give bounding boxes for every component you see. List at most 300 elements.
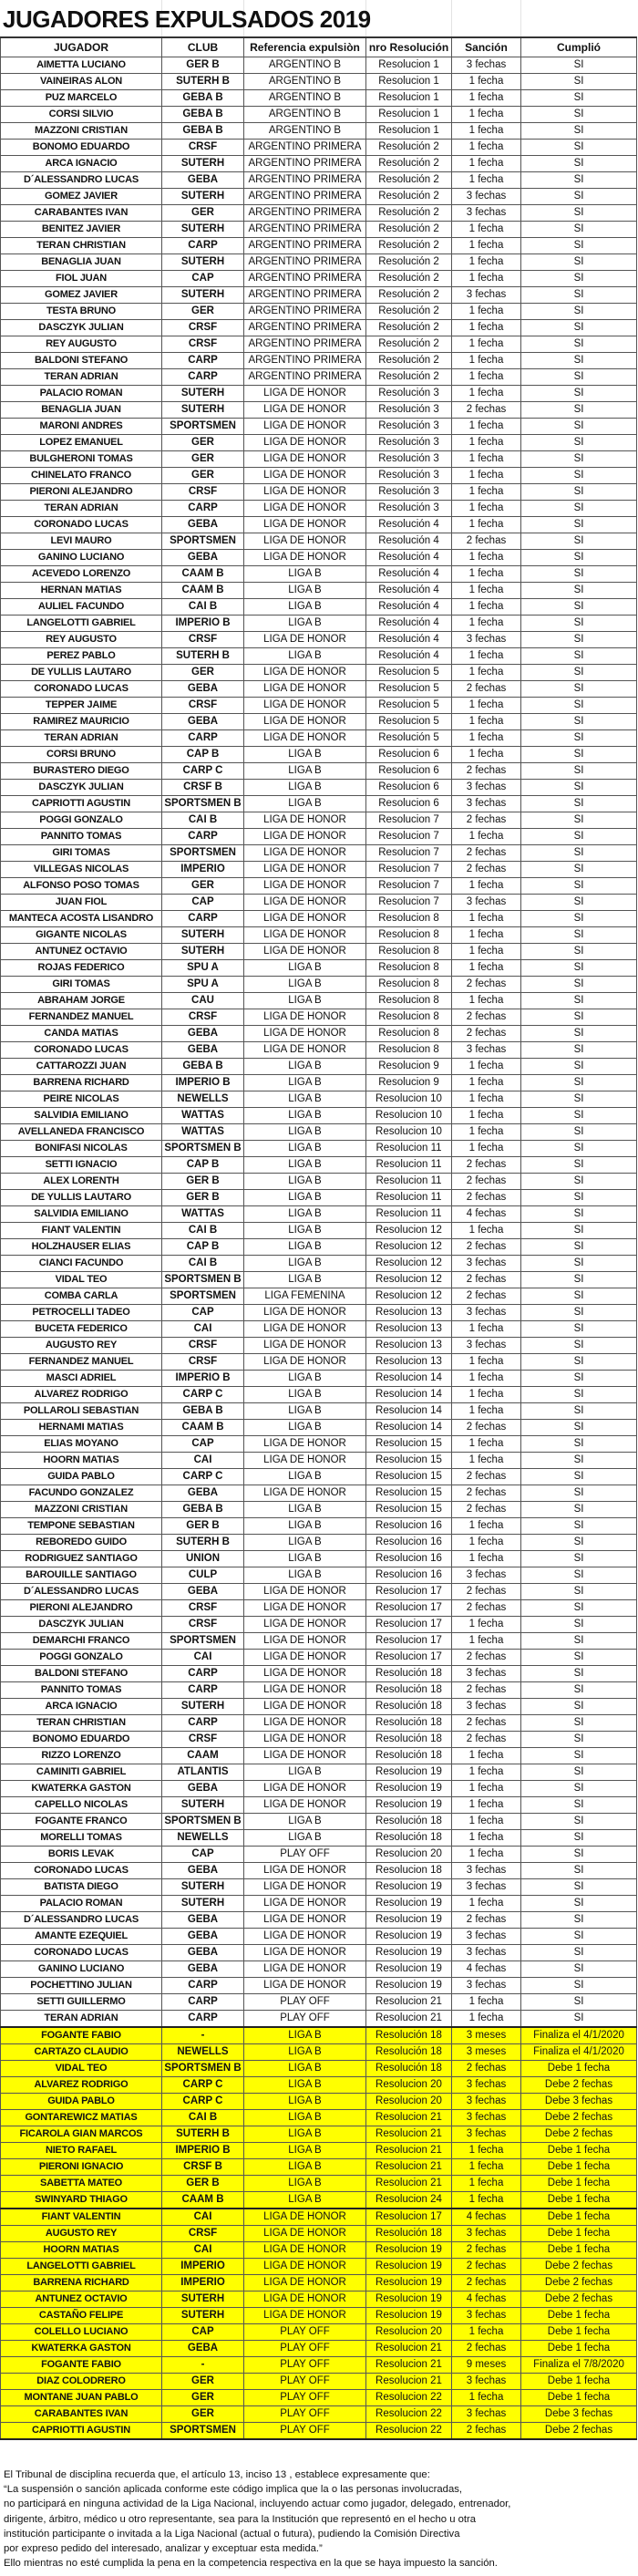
cell-completed[interactable]: SI [521, 189, 637, 205]
cell-club[interactable]: GER B [162, 1174, 244, 1190]
cell-player[interactable]: GONTAREWICZ MATIAS [1, 2110, 162, 2126]
cell-sanction[interactable]: 2 fechas [452, 1288, 521, 1305]
cell-player[interactable]: BONOMO EDUARDO [1, 140, 162, 156]
cell-sanction[interactable]: 1 fecha [452, 1108, 521, 1124]
cell-sanction[interactable]: 2 fechas [452, 845, 521, 862]
cell-resolution[interactable]: Resolucion 21 [366, 2357, 452, 2374]
cell-player[interactable]: BENITEZ JAVIER [1, 222, 162, 238]
cell-club[interactable]: CRSF [162, 1354, 244, 1371]
cell-player[interactable]: MAZZONI CRISTIAN [1, 123, 162, 140]
cell-club[interactable]: CARP [162, 369, 244, 386]
cell-club[interactable]: CAP [162, 895, 244, 911]
cell-player[interactable]: GANINO LUCIANO [1, 550, 162, 566]
cell-reference[interactable]: LIGA DE HONOR [244, 1354, 366, 1371]
cell-reference[interactable]: ARGENTINO PRIMERA [244, 320, 366, 336]
cell-club[interactable]: CARP [162, 1682, 244, 1699]
cell-club[interactable]: SPORTSMEN B [162, 1272, 244, 1288]
cell-reference[interactable]: LIGA DE HONOR [244, 468, 366, 484]
cell-club[interactable]: SUTERH B [162, 74, 244, 90]
cell-club[interactable]: SUTERH [162, 402, 244, 419]
cell-sanction[interactable]: 1 fecha [452, 304, 521, 320]
cell-resolution[interactable]: Resolución 2 [366, 287, 452, 304]
cell-player[interactable]: SALVIDIA EMILIANO [1, 1108, 162, 1124]
cell-reference[interactable]: LIGA DE HONOR [244, 1600, 366, 1617]
cell-club[interactable]: CRSF [162, 1617, 244, 1633]
cell-completed[interactable]: SI [521, 1305, 637, 1321]
cell-reference[interactable]: PLAY OFF [244, 1847, 366, 1863]
cell-resolution[interactable]: Resolución 18 [366, 1682, 452, 1699]
cell-player[interactable]: ANTUNEZ OCTAVIO [1, 2292, 162, 2308]
cell-sanction[interactable]: 1 fecha [452, 583, 521, 599]
cell-sanction[interactable]: 4 fechas [452, 2292, 521, 2308]
cell-completed[interactable]: Debe 1 fecha [521, 2308, 637, 2324]
cell-club[interactable]: CRSF B [162, 780, 244, 796]
cell-resolution[interactable]: Resolucion 8 [366, 1009, 452, 1026]
cell-club[interactable]: CRSF [162, 698, 244, 714]
cell-reference[interactable]: LIGA DE HONOR [244, 1748, 366, 1764]
cell-resolution[interactable]: Resolucion 15 [366, 1453, 452, 1469]
cell-resolution[interactable]: Resolucion 19 [366, 1945, 452, 1961]
cell-completed[interactable]: SI [521, 1075, 637, 1091]
cell-club[interactable]: CARP [162, 730, 244, 747]
cell-club[interactable]: GEBA [162, 1042, 244, 1059]
cell-sanction[interactable]: 1 fecha [452, 484, 521, 501]
cell-sanction[interactable]: 1 fecha [452, 1371, 521, 1387]
cell-club[interactable]: GER [162, 2406, 244, 2423]
cell-player[interactable]: CATTAROZZI JUAN [1, 1059, 162, 1075]
cell-club[interactable]: CRSF [162, 140, 244, 156]
cell-player[interactable]: FICAROLA GIAN MARCOS [1, 2126, 162, 2143]
cell-reference[interactable]: PLAY OFF [244, 2390, 366, 2406]
cell-completed[interactable]: SI [521, 468, 637, 484]
cell-completed[interactable]: SI [521, 1879, 637, 1896]
cell-reference[interactable]: LIGA B [244, 583, 366, 599]
cell-player[interactable]: SWINYARD THIAGO [1, 2192, 162, 2209]
cell-player[interactable]: GUIDA PABLO [1, 2094, 162, 2110]
cell-player[interactable]: BAROUILLE SANTIAGO [1, 1567, 162, 1584]
cell-resolution[interactable]: Resolucion 19 [366, 1929, 452, 1945]
cell-club[interactable]: SUTERH B [162, 2126, 244, 2143]
cell-player[interactable]: PALACIO ROMAN [1, 386, 162, 402]
cell-player[interactable]: AUGUSTO REY [1, 2226, 162, 2242]
cell-reference[interactable]: LIGA DE HONOR [244, 812, 366, 829]
cell-reference[interactable]: PLAY OFF [244, 2324, 366, 2341]
cell-player[interactable]: DASCZYK JULIAN [1, 320, 162, 336]
cell-completed[interactable]: SI [521, 1518, 637, 1535]
cell-sanction[interactable]: 3 fechas [452, 1929, 521, 1945]
cell-player[interactable]: POLLAROLI SEBASTIAN [1, 1403, 162, 1420]
cell-club[interactable]: IMPERIO B [162, 1371, 244, 1387]
cell-player[interactable]: REBOREDO GUIDO [1, 1535, 162, 1551]
cell-club[interactable]: GEBA [162, 1912, 244, 1929]
cell-club[interactable]: IMPERIO B [162, 2143, 244, 2159]
cell-player[interactable]: CAPRIOTTI AGUSTIN [1, 2423, 162, 2440]
cell-reference[interactable]: LIGA DE HONOR [244, 698, 366, 714]
cell-completed[interactable]: SI [521, 862, 637, 878]
cell-player[interactable]: LOPEZ EMANUEL [1, 435, 162, 451]
cell-club[interactable]: SUTERH [162, 927, 244, 944]
cell-player[interactable]: BENAGLIA JUAN [1, 254, 162, 271]
cell-player[interactable]: SALVIDIA EMILIANO [1, 1206, 162, 1223]
cell-completed[interactable]: SI [521, 533, 637, 550]
cell-reference[interactable]: LIGA B [244, 2044, 366, 2061]
cell-completed[interactable]: SI [521, 1600, 637, 1617]
cell-reference[interactable]: LIGA B [244, 1814, 366, 1830]
cell-sanction[interactable]: 3 fechas [452, 1042, 521, 1059]
cell-sanction[interactable]: 4 fechas [452, 1961, 521, 1978]
cell-player[interactable]: ACEVEDO LORENZO [1, 566, 162, 583]
cell-reference[interactable]: LIGA DE HONOR [244, 714, 366, 730]
cell-club[interactable]: NEWELLS [162, 2044, 244, 2061]
cell-player[interactable]: AUGUSTO REY [1, 1338, 162, 1354]
cell-reference[interactable]: LIGA DE HONOR [244, 1617, 366, 1633]
cell-club[interactable]: CARP [162, 1994, 244, 2011]
cell-resolution[interactable]: Resolucion 17 [366, 1600, 452, 1617]
cell-player[interactable]: TEPPER JAIME [1, 698, 162, 714]
cell-resolution[interactable]: Resolucion 11 [366, 1190, 452, 1206]
cell-reference[interactable]: LIGA DE HONOR [244, 1945, 366, 1961]
cell-sanction[interactable]: 1 fecha [452, 1518, 521, 1535]
cell-player[interactable]: CORONADO LUCAS [1, 1863, 162, 1879]
cell-player[interactable]: BARRENA RICHARD [1, 1075, 162, 1091]
cell-reference[interactable]: LIGA B [244, 1256, 366, 1272]
cell-player[interactable]: TERAN CHRISTIAN [1, 238, 162, 254]
cell-player[interactable]: TERAN ADRIAN [1, 501, 162, 517]
cell-sanction[interactable]: 1 fecha [452, 1896, 521, 1912]
cell-sanction[interactable]: 3 fechas [452, 287, 521, 304]
cell-player[interactable]: CORONADO LUCAS [1, 1042, 162, 1059]
cell-sanction[interactable]: 1 fecha [452, 2324, 521, 2341]
cell-resolution[interactable]: Resolucion 8 [366, 1042, 452, 1059]
cell-completed[interactable]: SI [521, 632, 637, 648]
cell-resolution[interactable]: Resolucion 1 [366, 57, 452, 74]
cell-player[interactable]: CORSI SILVIO [1, 107, 162, 123]
cell-club[interactable]: GEBA B [162, 90, 244, 107]
cell-completed[interactable]: SI [521, 878, 637, 895]
cell-player[interactable]: PIERONI ALEJANDRO [1, 484, 162, 501]
cell-player[interactable]: ALVAREZ RODRIGO [1, 1387, 162, 1403]
cell-completed[interactable]: SI [521, 1288, 637, 1305]
cell-club[interactable]: CAI B [162, 1256, 244, 1272]
cell-player[interactable]: PANNITO TOMAS [1, 1682, 162, 1699]
cell-sanction[interactable]: 3 fechas [452, 1305, 521, 1321]
cell-club[interactable]: GEBA [162, 172, 244, 189]
cell-sanction[interactable]: 1 fecha [452, 320, 521, 336]
cell-club[interactable]: GEBA B [162, 123, 244, 140]
cell-resolution[interactable]: Resolución 18 [366, 1748, 452, 1764]
cell-player[interactable]: GUIDA PABLO [1, 1469, 162, 1485]
cell-completed[interactable]: SI [521, 1354, 637, 1371]
cell-sanction[interactable]: 1 fecha [452, 993, 521, 1009]
cell-club[interactable]: CAP [162, 2324, 244, 2341]
cell-reference[interactable]: LIGA B [244, 1469, 366, 1485]
cell-sanction[interactable]: 1 fecha [452, 140, 521, 156]
cell-resolution[interactable]: Resolución 3 [366, 501, 452, 517]
cell-player[interactable]: BULGHERONI TOMAS [1, 451, 162, 468]
cell-player[interactable]: BORIS LEVAK [1, 1847, 162, 1863]
cell-club[interactable]: SUTERH [162, 1896, 244, 1912]
cell-resolution[interactable]: Resolución 2 [366, 189, 452, 205]
cell-club[interactable]: CAP B [162, 1157, 244, 1174]
cell-reference[interactable]: LIGA B [244, 1059, 366, 1075]
cell-completed[interactable]: Debe 1 fecha [521, 2143, 637, 2159]
cell-player[interactable]: DE YULLIS LAUTARO [1, 1190, 162, 1206]
cell-sanction[interactable]: 1 fecha [452, 1764, 521, 1781]
cell-completed[interactable]: SI [521, 1091, 637, 1108]
cell-resolution[interactable]: Resolucion 15 [366, 1469, 452, 1485]
cell-completed[interactable]: Debe 2 fechas [521, 2077, 637, 2094]
cell-club[interactable]: GEBA [162, 1485, 244, 1502]
cell-club[interactable]: SPU A [162, 960, 244, 977]
cell-player[interactable]: COMBA CARLA [1, 1288, 162, 1305]
cell-player[interactable]: FACUNDO GONZALEZ [1, 1485, 162, 1502]
cell-completed[interactable]: Debe 2 fechas [521, 2292, 637, 2308]
cell-completed[interactable]: SI [521, 90, 637, 107]
cell-completed[interactable]: SI [521, 829, 637, 845]
cell-completed[interactable]: SI [521, 451, 637, 468]
cell-resolution[interactable]: Resolucion 8 [366, 960, 452, 977]
cell-sanction[interactable]: 2 fechas [452, 1682, 521, 1699]
cell-reference[interactable]: LIGA DE HONOR [244, 829, 366, 845]
cell-completed[interactable]: SI [521, 156, 637, 172]
cell-player[interactable]: JUAN FIOL [1, 895, 162, 911]
cell-reference[interactable]: LIGA DE HONOR [244, 730, 366, 747]
cell-sanction[interactable]: 1 fecha [452, 238, 521, 254]
cell-player[interactable]: DEMARCHI FRANCO [1, 1633, 162, 1650]
cell-completed[interactable]: SI [521, 714, 637, 730]
cell-completed[interactable]: SI [521, 1403, 637, 1420]
cell-resolution[interactable]: Resolución 18 [366, 1715, 452, 1732]
cell-completed[interactable]: SI [521, 911, 637, 927]
cell-completed[interactable]: SI [521, 1059, 637, 1075]
cell-sanction[interactable]: 2 fechas [452, 2242, 521, 2259]
cell-reference[interactable]: LIGA DE HONOR [244, 1485, 366, 1502]
cell-reference[interactable]: LIGA B [244, 1518, 366, 1535]
cell-player[interactable]: GANINO LUCIANO [1, 1961, 162, 1978]
cell-player[interactable]: VILLEGAS NICOLAS [1, 862, 162, 878]
cell-sanction[interactable]: 9 meses [452, 2357, 521, 2374]
cell-reference[interactable]: LIGA B [244, 1157, 366, 1174]
cell-reference[interactable]: LIGA B [244, 1239, 366, 1256]
cell-reference[interactable]: LIGA B [244, 977, 366, 993]
cell-player[interactable]: CARABANTES IVAN [1, 205, 162, 222]
cell-player[interactable]: FOGANTE FABIO [1, 2027, 162, 2044]
cell-reference[interactable]: LIGA B [244, 1174, 366, 1190]
cell-reference[interactable]: LIGA DE HONOR [244, 2275, 366, 2292]
cell-resolution[interactable]: Resolución 2 [366, 353, 452, 369]
cell-reference[interactable]: ARGENTINO PRIMERA [244, 140, 366, 156]
cell-completed[interactable]: SI [521, 386, 637, 402]
cell-resolution[interactable]: Resolucion 17 [366, 1650, 452, 1666]
cell-sanction[interactable]: 1 fecha [452, 1797, 521, 1814]
cell-resolution[interactable]: Resolucion 8 [366, 911, 452, 927]
cell-player[interactable]: LANGELOTTI GABRIEL [1, 2259, 162, 2275]
cell-club[interactable]: SUTERH [162, 222, 244, 238]
cell-reference[interactable]: LIGA DE HONOR [244, 632, 366, 648]
cell-completed[interactable]: SI [521, 977, 637, 993]
cell-club[interactable]: CRSF B [162, 2159, 244, 2176]
cell-completed[interactable]: SI [521, 501, 637, 517]
cell-sanction[interactable]: 3 meses [452, 2027, 521, 2044]
cell-reference[interactable]: LIGA FEMENINA [244, 1288, 366, 1305]
cell-completed[interactable]: SI [521, 1961, 637, 1978]
cell-reference[interactable]: PLAY OFF [244, 2406, 366, 2423]
cell-sanction[interactable]: 1 fecha [452, 829, 521, 845]
cell-reference[interactable]: LIGA DE HONOR [244, 845, 366, 862]
cell-sanction[interactable]: 2 fechas [452, 1650, 521, 1666]
cell-sanction[interactable]: 1 fecha [452, 501, 521, 517]
cell-club[interactable]: SUTERH [162, 1879, 244, 1896]
cell-completed[interactable]: SI [521, 1042, 637, 1059]
cell-sanction[interactable]: 2 fechas [452, 1584, 521, 1600]
cell-reference[interactable]: LIGA B [244, 2192, 366, 2209]
cell-player[interactable]: SETTI IGNACIO [1, 1157, 162, 1174]
cell-club[interactable]: GEBA B [162, 1403, 244, 1420]
cell-sanction[interactable]: 3 fechas [452, 1699, 521, 1715]
cell-resolution[interactable]: Resolucion 7 [366, 878, 452, 895]
cell-reference[interactable]: LIGA DE HONOR [244, 1026, 366, 1042]
cell-reference[interactable]: LIGA DE HONOR [244, 681, 366, 698]
cell-club[interactable]: CAI B [162, 812, 244, 829]
cell-sanction[interactable]: 1 fecha [452, 1535, 521, 1551]
cell-player[interactable]: AULIEL FACUNDO [1, 599, 162, 616]
cell-resolution[interactable]: Resolucion 10 [366, 1108, 452, 1124]
cell-sanction[interactable]: 1 fecha [452, 2176, 521, 2192]
cell-resolution[interactable]: Resolucion 1 [366, 107, 452, 123]
cell-player[interactable]: BURASTERO DIEGO [1, 763, 162, 780]
cell-player[interactable]: CAMINITI GABRIEL [1, 1764, 162, 1781]
cell-reference[interactable]: LIGA DE HONOR [244, 1929, 366, 1945]
cell-reference[interactable]: LIGA DE HONOR [244, 501, 366, 517]
cell-club[interactable]: GEBA [162, 1781, 244, 1797]
cell-resolution[interactable]: Resolucion 19 [366, 1978, 452, 1994]
cell-club[interactable]: SUTERH [162, 2308, 244, 2324]
cell-resolution[interactable]: Resolución 2 [366, 172, 452, 189]
cell-resolution[interactable]: Resolución 2 [366, 140, 452, 156]
cell-completed[interactable]: Debe 2 fechas [521, 2126, 637, 2143]
cell-reference[interactable]: LIGA B [244, 1551, 366, 1567]
cell-reference[interactable]: ARGENTINO PRIMERA [244, 287, 366, 304]
cell-reference[interactable]: LIGA B [244, 2159, 366, 2176]
cell-sanction[interactable]: 3 fechas [452, 796, 521, 812]
cell-sanction[interactable]: 3 fechas [452, 205, 521, 222]
cell-club[interactable]: CAP [162, 271, 244, 287]
cell-club[interactable]: GER [162, 665, 244, 681]
cell-reference[interactable]: PLAY OFF [244, 2011, 366, 2028]
cell-resolution[interactable]: Resolucion 8 [366, 927, 452, 944]
cell-completed[interactable]: Debe 2 fechas [521, 2110, 637, 2126]
cell-completed[interactable]: SI [521, 698, 637, 714]
cell-completed[interactable]: SI [521, 566, 637, 583]
cell-sanction[interactable]: 2 fechas [452, 402, 521, 419]
cell-sanction[interactable]: 1 fecha [452, 665, 521, 681]
cell-reference[interactable]: LIGA B [244, 1535, 366, 1551]
cell-resolution[interactable]: Resolucion 19 [366, 1764, 452, 1781]
cell-completed[interactable]: SI [521, 1371, 637, 1387]
cell-reference[interactable]: LIGA DE HONOR [244, 878, 366, 895]
cell-club[interactable]: GER [162, 435, 244, 451]
cell-resolution[interactable]: Resolucion 12 [366, 1223, 452, 1239]
cell-club[interactable]: GEBA [162, 714, 244, 730]
cell-club[interactable]: CAI B [162, 1223, 244, 1239]
cell-sanction[interactable]: 2 fechas [452, 2061, 521, 2077]
cell-reference[interactable]: LIGA DE HONOR [244, 1436, 366, 1453]
cell-player[interactable]: HERNAN MATIAS [1, 583, 162, 599]
cell-reference[interactable]: LIGA DE HONOR [244, 1797, 366, 1814]
cell-reference[interactable]: LIGA DE HONOR [244, 1715, 366, 1732]
cell-completed[interactable]: SI [521, 287, 637, 304]
cell-sanction[interactable]: 1 fecha [452, 123, 521, 140]
cell-resolution[interactable]: Resolución 2 [366, 369, 452, 386]
cell-club[interactable]: GER B [162, 57, 244, 74]
cell-resolution[interactable]: Resolucion 16 [366, 1535, 452, 1551]
cell-reference[interactable]: LIGA DE HONOR [244, 451, 366, 468]
cell-reference[interactable]: LIGA DE HONOR [244, 1338, 366, 1354]
cell-completed[interactable]: SI [521, 1174, 637, 1190]
cell-resolution[interactable]: Resolucion 8 [366, 993, 452, 1009]
cell-sanction[interactable]: 2 fechas [452, 1174, 521, 1190]
cell-club[interactable]: CAI [162, 1321, 244, 1338]
cell-completed[interactable]: SI [521, 484, 637, 501]
cell-sanction[interactable]: 1 fecha [452, 172, 521, 189]
cell-sanction[interactable]: 1 fecha [452, 616, 521, 632]
cell-player[interactable]: FIANT VALENTIN [1, 1223, 162, 1239]
cell-resolution[interactable]: Resolucion 11 [366, 1141, 452, 1157]
cell-sanction[interactable]: 2 fechas [452, 2275, 521, 2292]
cell-club[interactable]: CARP [162, 911, 244, 927]
cell-player[interactable]: RAMIREZ MAURICIO [1, 714, 162, 730]
cell-sanction[interactable]: 1 fecha [452, 353, 521, 369]
cell-completed[interactable]: SI [521, 1715, 637, 1732]
cell-reference[interactable]: LIGA DE HONOR [244, 1732, 366, 1748]
cell-club[interactable]: GEBA [162, 1945, 244, 1961]
cell-resolution[interactable]: Resolucion 8 [366, 977, 452, 993]
cell-sanction[interactable]: 3 meses [452, 2044, 521, 2061]
cell-club[interactable]: CAU [162, 993, 244, 1009]
cell-resolution[interactable]: Resolucion 19 [366, 1912, 452, 1929]
cell-reference[interactable]: LIGA B [244, 796, 366, 812]
cell-completed[interactable]: SI [521, 1650, 637, 1666]
cell-club[interactable]: CARP C [162, 2094, 244, 2110]
cell-resolution[interactable]: Resolucion 19 [366, 1879, 452, 1896]
cell-completed[interactable]: SI [521, 960, 637, 977]
cell-completed[interactable]: SI [521, 1387, 637, 1403]
cell-completed[interactable]: SI [521, 1896, 637, 1912]
cell-reference[interactable]: ARGENTINO PRIMERA [244, 189, 366, 205]
cell-resolution[interactable]: Resolucion 16 [366, 1551, 452, 1567]
cell-player[interactable]: POGGI GONZALO [1, 812, 162, 829]
cell-resolution[interactable]: Resolución 3 [366, 386, 452, 402]
cell-player[interactable]: AIMETTA LUCIANO [1, 57, 162, 74]
cell-player[interactable]: COLELLO LUCIANO [1, 2324, 162, 2341]
cell-player[interactable]: FOGANTE FABIO [1, 2357, 162, 2374]
cell-resolution[interactable]: Resolucion 17 [366, 1633, 452, 1650]
cell-resolution[interactable]: Resolución 4 [366, 566, 452, 583]
cell-sanction[interactable]: 1 fecha [452, 90, 521, 107]
cell-resolution[interactable]: Resolución 3 [366, 468, 452, 484]
cell-player[interactable]: FIANT VALENTIN [1, 2209, 162, 2226]
cell-resolution[interactable]: Resolución 3 [366, 435, 452, 451]
cell-reference[interactable]: LIGA B [244, 2061, 366, 2077]
cell-player[interactable]: PUZ MARCELO [1, 90, 162, 107]
cell-completed[interactable]: SI [521, 1929, 637, 1945]
cell-reference[interactable]: LIGA B [244, 2077, 366, 2094]
cell-completed[interactable]: SI [521, 123, 637, 140]
cell-player[interactable]: SABETTA MATEO [1, 2176, 162, 2192]
cell-completed[interactable]: SI [521, 1239, 637, 1256]
cell-reference[interactable]: LIGA DE HONOR [244, 435, 366, 451]
cell-club[interactable]: NEWELLS [162, 1091, 244, 1108]
